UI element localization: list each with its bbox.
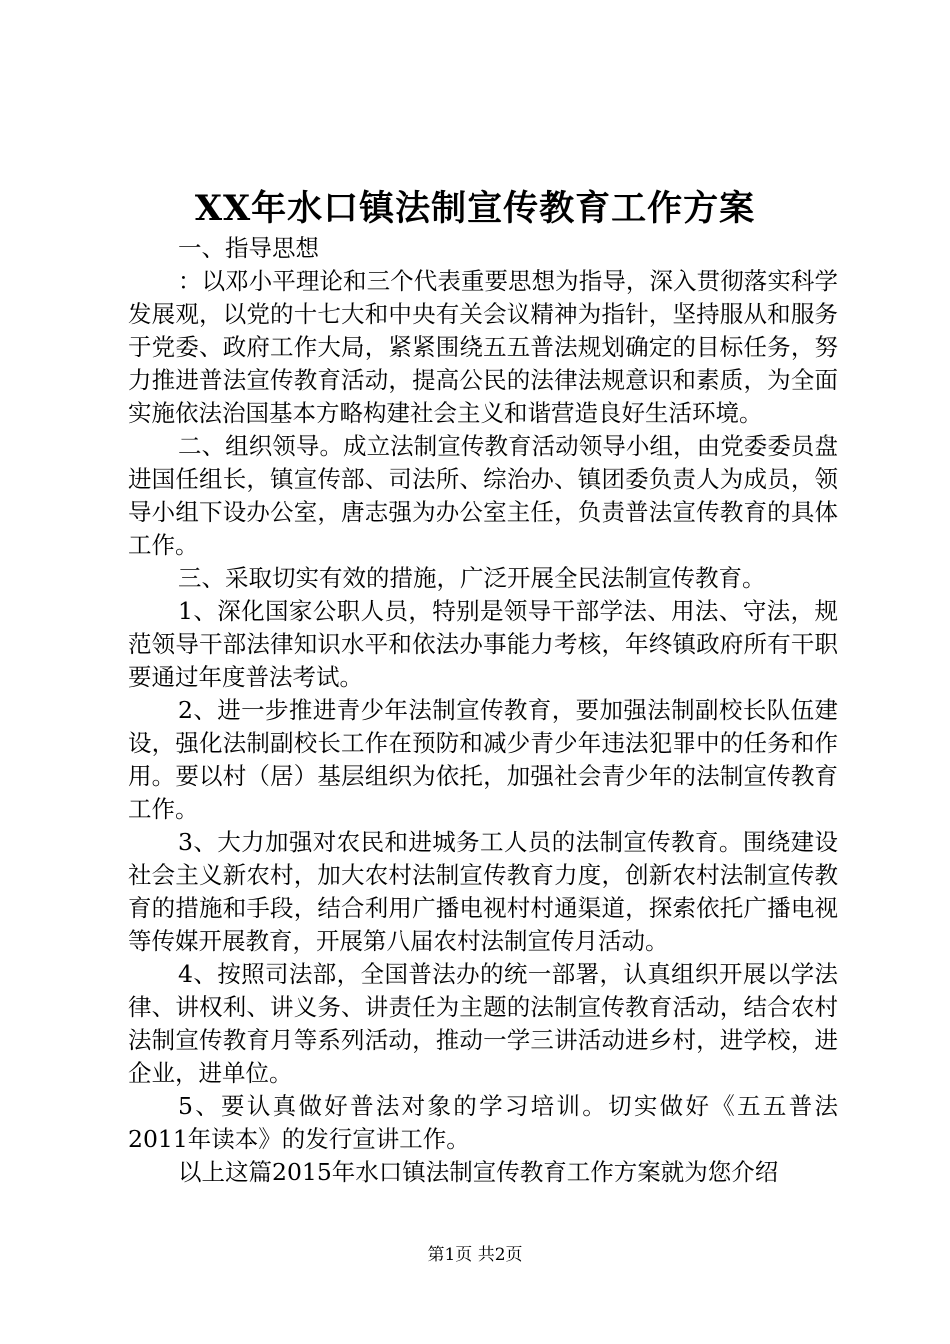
paragraph-item-4: 4、按照司法部，全国普法办的统一部署，认真组织开展以学法律、讲权利、讲义务、讲责任为主题的法制宣传教育活动，结合农村法制宣传教育月等系列活动，推动一学三讲活动进乡村，进学校，进企业，进单位。 [128,960,838,1087]
paragraph-closing: 以上这篇2015年水口镇法制宣传教育工作方案就为您介绍 [178,1158,779,1186]
page-number-footer: 第1页 共2页 [427,1245,523,1265]
paragraph-item-5: 5、要认真做好普法对象的学习培训。切实做好《五五普法2011年读本》的发行宣讲工作。 [128,1092,838,1153]
paragraph-organization-leadership: 二、组织领导。成立法制宣传教育活动领导小组，由党委委员盘进国任组长，镇宣传部、司法所、综治办、镇团委负责人为成员，领导小组下设办公室，唐志强为办公室主任，负责普法宣传教育的具体工作。 [128,432,838,559]
paragraph-item-1: 1、深化国家公职人员，特别是领导干部学法、用法、守法，规范领导干部法律知识水平和依法办事能力考核，年终镇政府所有干职要通过年度普法考试。 [128,597,838,691]
section-heading-measures: 三、采取切实有效的措施，广泛开展全民法制宣传教育。 [178,564,766,592]
paragraph-guiding-ideology: ：以邓小平理论和三个代表重要思想为指导，深入贯彻落实科学发展观，以党的十七大和中央有关会议精神为指针，坚持服从和服务于党委、政府工作大局，紧紧围绕五五普法规划确定的目标任务，努力推进普法宣传教育活动，提高公民的法律法规意识和素质，为全面实施依法治国基本方略构建社会主义和谐营造良好生活环境。 [128,267,838,427]
document-title: XX年水口镇法制宣传教育工作方案 [194,188,756,229]
section-heading-guiding-ideology: 一、指导思想 [178,234,319,262]
paragraph-item-3: 3、大力加强对农民和进城务工人员的法制宣传教育。围绕建设社会主义新农村，加大农村法制宣传教育力度，创新农村法制宣传教育的措施和手段，结合利用广播电视村村通渠道，探索依托广播电视等传媒开展教育，开展第八届农村法制宣传月活动。 [128,828,838,955]
document-body [128,232,838,1189]
paragraph-item-2: 2、进一步推进青少年法制宣传教育，要加强法制副校长队伍建设，强化法制副校长工作在预防和减少青少年违法犯罪中的任务和作用。要以村（居）基层组织为依托，加强社会青少年的法制宣传教育工作。 [128,696,838,823]
